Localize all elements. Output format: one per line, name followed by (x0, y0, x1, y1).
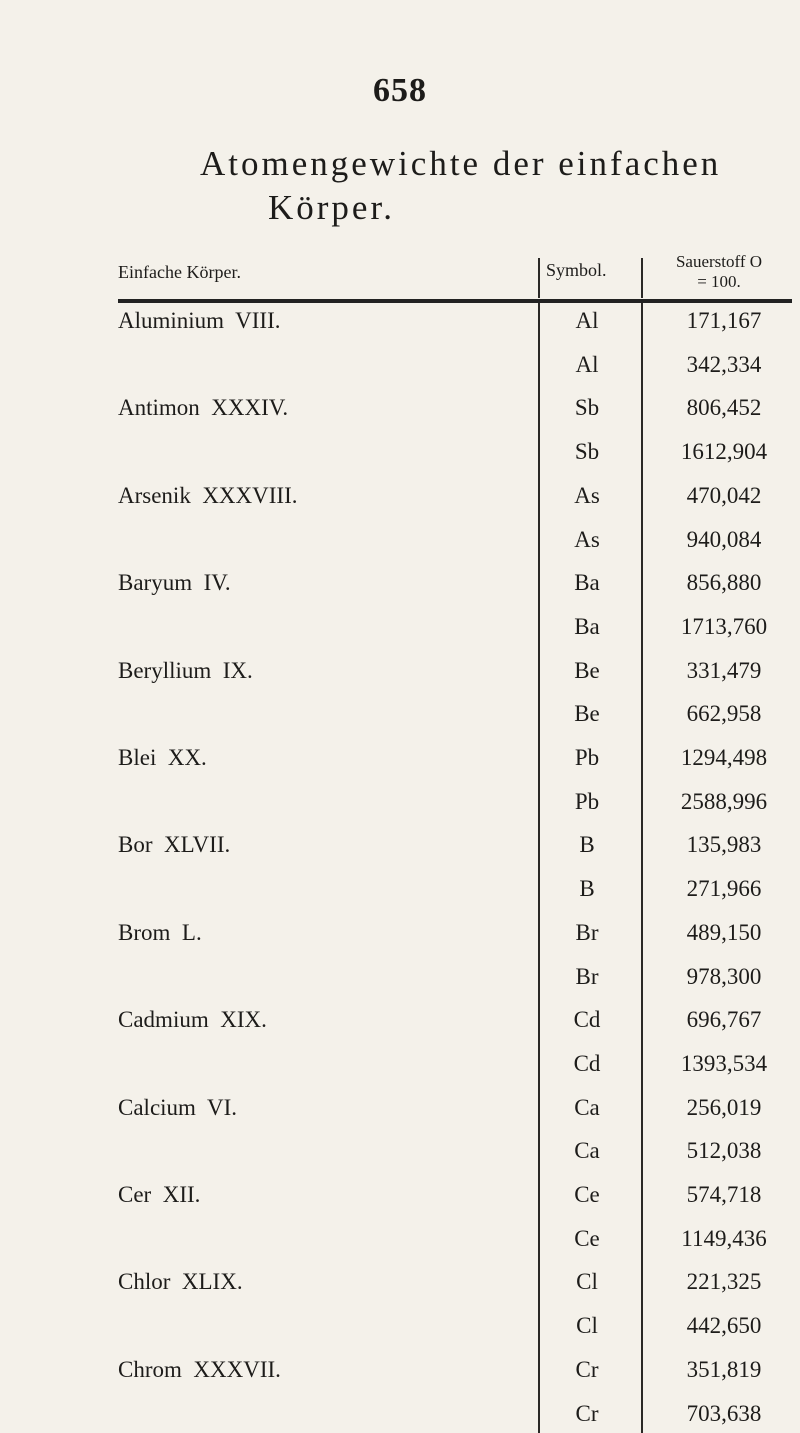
atomic-weight-value: 342,334 (686, 351, 762, 377)
page-title (200, 142, 721, 230)
atomic-weight-value: 512,038 (686, 1138, 762, 1164)
element-name: Calcium VI. (118, 1094, 238, 1120)
atomic-weight-value: 135,983 (686, 832, 762, 858)
element-symbol: B (579, 876, 595, 902)
atomic-weight-value: 978,300 (686, 963, 762, 989)
element-name: Arsenik XXXVIII. (118, 482, 298, 508)
table-row (0, 1352, 800, 1388)
element-symbol: Be (574, 657, 600, 683)
element-symbol: Ce (574, 1182, 600, 1207)
table-row (0, 959, 800, 995)
element-name: Aluminium VIII. (118, 308, 281, 333)
element-symbol: Sb (574, 439, 600, 465)
element-name: Chrom XXXVII. (118, 1356, 281, 1382)
element-symbol: Ca (574, 1138, 600, 1164)
atomic-weight-value: 489,150 (686, 919, 762, 945)
header-symbol: Symbol. (546, 260, 607, 280)
table-row (0, 478, 800, 514)
element-symbol: Br (575, 963, 599, 989)
atomic-weight-value: 696,767 (686, 1007, 762, 1033)
atomic-weight-value: 271,966 (686, 876, 762, 902)
table-row (0, 1308, 800, 1344)
atomic-weight-value: 442,650 (686, 1313, 762, 1339)
atomic-weight-value: 221,325 (686, 1269, 762, 1295)
atomic-weight-value: 331,479 (686, 657, 762, 683)
table-row (0, 1090, 800, 1126)
atomic-weight-value: 256,019 (686, 1094, 762, 1120)
element-name: Baryum IV. (118, 570, 231, 596)
table-row (0, 1396, 800, 1432)
atomic-weight-value: 171,167 (686, 308, 762, 333)
table-row (0, 565, 800, 601)
header-divider-1 (538, 258, 540, 298)
header-oxygen (644, 252, 794, 292)
element-symbol: Ba (574, 613, 600, 639)
element-symbol: Cd (573, 1007, 601, 1033)
element-symbol: Sb (574, 395, 600, 421)
atomic-weight-value: 1612,904 (680, 439, 768, 465)
table-row (0, 696, 800, 732)
title-line-2: Körper. (268, 188, 395, 227)
table-row (0, 1221, 800, 1257)
element-symbol: Cl (576, 1313, 598, 1339)
atomic-weight-value: 351,819 (686, 1356, 762, 1382)
table-row (0, 434, 800, 470)
atomic-weight-value: 2588,996 (680, 788, 768, 814)
atomic-weight-value: 1713,760 (680, 613, 768, 639)
header-divider-2 (641, 258, 643, 298)
table-row (0, 740, 800, 776)
element-symbol: As (574, 526, 600, 552)
table-row (0, 915, 800, 951)
title-line-1: Atomengewichte der einfachen (200, 144, 722, 183)
atomic-weight-value: 856,880 (686, 570, 762, 596)
element-name: Bor XLVII. (118, 832, 231, 858)
atomic-weight-value: 470,042 (686, 482, 762, 508)
atomic-weight-value: 1149,436 (681, 1225, 767, 1251)
element-symbol: Al (575, 308, 599, 333)
element-symbol: Pb (574, 788, 600, 814)
element-symbol: Pb (574, 745, 600, 770)
table-row (0, 390, 800, 426)
table-row (0, 784, 800, 820)
element-symbol: Ba (574, 570, 600, 596)
element-symbol: Cr (575, 1400, 599, 1426)
element-symbol: Br (575, 919, 599, 945)
atomic-weight-value: 662,958 (686, 701, 762, 727)
atomic-weight-value: 703,638 (686, 1400, 762, 1426)
element-symbol: Cr (575, 1356, 599, 1382)
element-name: Cer XII. (118, 1182, 201, 1207)
atomic-weight-value: 940,084 (686, 526, 762, 552)
element-name: Beryllium IX. (118, 657, 253, 683)
header-oxygen-line2: = 100. (697, 272, 741, 291)
table-row (0, 1002, 800, 1038)
element-name: Brom L. (118, 919, 202, 945)
element-name: Blei XX. (118, 745, 207, 770)
element-name: Antimon XXXIV. (118, 395, 289, 421)
atomic-weight-value: 1393,534 (680, 1050, 768, 1076)
element-symbol: B (579, 832, 595, 858)
table-row (0, 827, 800, 863)
header-oxygen-line1: Sauerstoff O (675, 252, 763, 271)
element-name: Chlor XLIX. (118, 1269, 243, 1295)
table-row (0, 653, 800, 689)
atomic-weight-value: 1294,498 (680, 745, 768, 770)
table-row (0, 522, 800, 558)
table-row (0, 1046, 800, 1082)
table-row (0, 609, 800, 645)
table-row (0, 303, 800, 339)
table-row (0, 1133, 800, 1169)
element-symbol: Al (575, 351, 599, 377)
element-symbol: Ca (574, 1094, 600, 1120)
element-symbol: As (574, 482, 600, 508)
table-row (0, 347, 800, 383)
table-row (0, 1177, 800, 1213)
atomic-weight-value: 574,718 (686, 1182, 762, 1207)
table-row (0, 871, 800, 907)
element-symbol: Be (574, 701, 600, 727)
header-body: Einfache Körper. (118, 262, 241, 282)
element-symbol: Ce (574, 1225, 600, 1251)
element-symbol: Cl (576, 1269, 598, 1295)
element-symbol: Cd (573, 1050, 601, 1076)
page-number: 658 (373, 72, 427, 109)
element-name: Cadmium XIX. (118, 1007, 267, 1033)
table-row (0, 1264, 800, 1300)
atomic-weight-value: 806,452 (686, 395, 762, 421)
